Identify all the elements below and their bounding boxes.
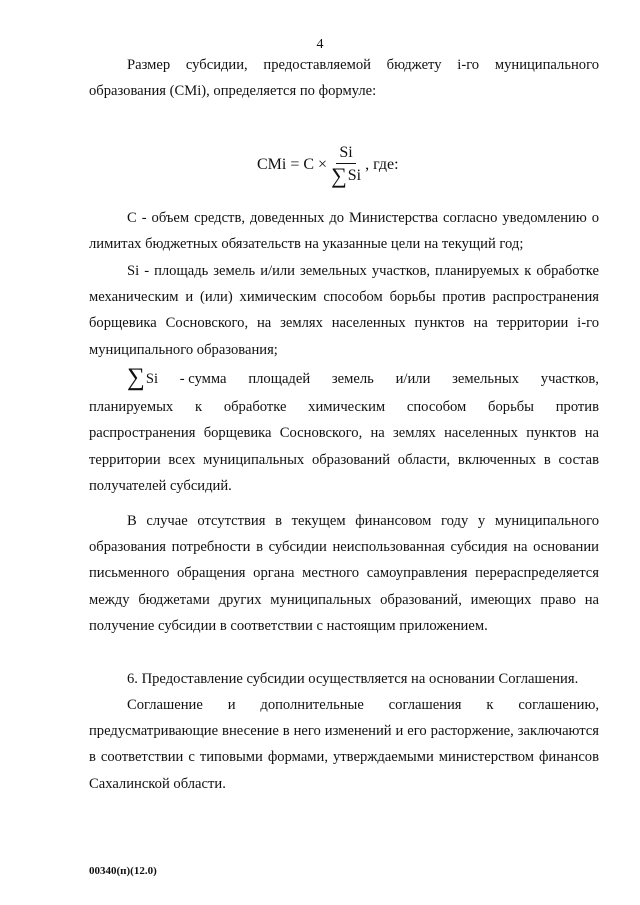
page-number: 4 — [316, 37, 324, 52]
definition-sum-rest: планируемых к обработке химическим способом борьбы против распространения борщевика Сосновского, на землях населенных пунктов на территории всех муниципальных образований области, включенных в состав получателей субсидий. — [89, 399, 599, 494]
section-6-paragraph: 6. Предоставление субсидии осуществляется на основании Соглашения. — [127, 671, 579, 687]
sum-word-3: и/или — [395, 371, 431, 387]
definition-sum-first-line — [89, 366, 599, 392]
formula-denominator — [331, 164, 361, 187]
sum-word-0: - сумма — [179, 371, 227, 387]
sum-term — [127, 366, 158, 392]
sum-sigma-icon: ∑ — [331, 162, 347, 188]
definition-c: С - объем средств, доведенных до Министерства согласно уведомлению о лимитах бюджетных обязательств на указанные цели на текущий год; — [89, 210, 599, 253]
definition-si: Si - площадь земель и/или земельных участков, планируемых к обработке механическим и (или) химическим способом борьбы против распространения борщевика Сосновского, на землях населенных пунктов на территории i-го муниципального образования; — [89, 263, 599, 358]
redistribution-paragraph: В случае отсутствия в текущем финансовом году у муниципального образования потребности в субсидии неиспользованная субсидия на основании письменного обращения органа местного самоуправления перераспределяется между бюджетами других муниципальных образований, имеющих право на получение субсидии в соответствии с настоящим приложением. — [89, 513, 599, 634]
sum-word-2: земель — [331, 371, 374, 387]
sum-word-1: площадей — [248, 371, 311, 387]
subsidy-formula — [257, 138, 399, 192]
sum-si-sigma-icon: ∑ — [127, 364, 145, 391]
formula-suffix: , где: — [365, 156, 399, 173]
sum-word-5: участков, — [540, 371, 599, 387]
agreement-paragraph: Соглашение и дополнительные соглашения к соглашению, предусматривающие внесение в него изменений и его расторжение, заключаются в соответствии с типовыми формами, утверждаемыми министерством финансов Сахалинской области. — [89, 697, 599, 792]
sum-term-label: Si — [145, 371, 158, 387]
formula-denominator-term: Si — [347, 166, 362, 184]
formula-lhs: СМi = С × — [257, 156, 328, 173]
definition-sum-si — [89, 366, 599, 499]
intro-paragraph: Размер субсидии, предоставляемой бюджету i-го муниципального образования (СМi), определяется по формуле: — [89, 57, 599, 100]
formula-numerator: Si — [336, 144, 355, 164]
formula-fraction — [331, 144, 361, 187]
sum-word-4: земельных — [452, 371, 519, 387]
document-code: 00340(п)(12.0) — [89, 865, 157, 877]
